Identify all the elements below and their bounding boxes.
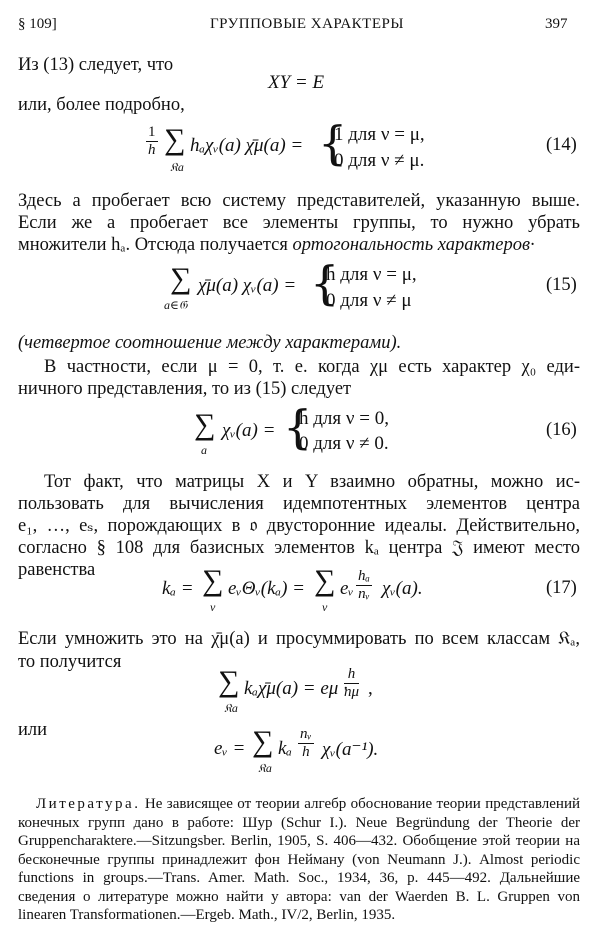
paragraph-representatives-l2: Если же a пробегает все элементы группы, то нужно убрать xyxy=(18,213,580,233)
literature-note xyxy=(18,795,580,925)
eq17-sum2-sign: ∑ xyxy=(314,564,336,597)
paragraph-representatives-l1: Здесь a пробегает всю систему представителей, указанную выше. xyxy=(18,191,580,211)
paragraph-in-particular-l1: В частности, если μ = 0, т. е. когда χμ есть характер χ₀ еди- xyxy=(44,357,580,377)
eq17-term2b: χᵥ(a). xyxy=(382,578,423,599)
paragraph-matrices-l1: Тот факт, что матрицы X и Y взаимно обратны, можно ис- xyxy=(44,472,580,492)
paragraph-matrices-l5: равенства xyxy=(18,560,96,580)
eq15-case-2: 0 для ν ≠ μ xyxy=(326,290,412,311)
eq19-lhs: eᵥ = xyxy=(214,738,246,759)
eq14-case-2: 0 для ν ≠ μ. xyxy=(334,150,425,171)
eq19-sum-index: 𝔎a xyxy=(258,761,272,775)
running-title: ГРУППОВЫЕ ХАРАКТЕРЫ xyxy=(210,16,404,32)
page-number: 397 xyxy=(545,16,568,32)
paragraph-in-particular-l2: ничного представления, то из (15) следует xyxy=(18,379,352,399)
eq17-sum2-index: ν xyxy=(322,600,328,614)
eq17-term1: eᵥΘᵥ(kₐ) = xyxy=(228,578,306,599)
equation-xy-e: XY = E xyxy=(268,72,325,93)
orthogonality-term: ортогональность характеров· xyxy=(292,235,535,255)
eq16-number: (16) xyxy=(546,420,577,440)
eq19-fraction: $\frac{\text{nᵥ}}{h}$ xyxy=(300,726,312,760)
eq19-sum-sign: ∑ xyxy=(252,725,274,758)
eq14-brace: { xyxy=(318,116,348,170)
eq18-comma: , xyxy=(368,678,373,699)
paragraph-matrices-l4: согласно § 108 для базисных элементов kₐ центра 𝔍 имеют место xyxy=(18,538,580,558)
eq15-sum-index: a∈𝔊 xyxy=(164,298,188,312)
paragraph-matrices-l3: e₁, …, eₛ, порождающих в 𝔬 двусторонние идеалы. Действительно, xyxy=(18,516,580,536)
paragraph-matrices-l2: пользовать для вычисления идемпотентных элементов центра xyxy=(18,494,580,514)
eq18-sum-index: 𝔎a xyxy=(224,701,238,715)
eq14-case-1: 1 для ν = μ, xyxy=(334,124,425,145)
literature-heading: Литература. xyxy=(36,796,141,812)
eq14-fraction: $\frac{1}{h}$ xyxy=(148,124,156,158)
eq19-term-chi: χᵥ(a⁻¹). xyxy=(322,739,379,760)
paragraph-more-detail: или, более подробно, xyxy=(18,95,185,115)
literature-text: Не зависящее от теории алгебр обоснование теории представлений конечных групп дано в работе: Шур (Schur I.). Neue Begründung der Theorie der Gruppencharaktere.—Sitzungsber. Berlin, 1905, S. 406—432. Обобщение этой теории на бесконечные группы принадлежит фон Нейману (von Neumann J.). Almost periodic functions in groups.—Trans. Amer. Math. Soc., 1934, 36, p. 445—492. Дальнейшие сведения о литературе можно найти у автора: van der Waerden B. L. Gruppen von linearen Transformationen.—Ergeb. Math., IV/2, Berlin, 1935. xyxy=(18,796,580,923)
eq15-term: χ̄μ(a) χᵥ(a) = xyxy=(198,275,297,296)
eq18-sum-sign: ∑ xyxy=(218,665,240,698)
eq17-fraction: $\frac{\text{hₐ}}{\text{nᵥ}}$ xyxy=(358,568,370,602)
paragraph-intro: Из (13) следует, что xyxy=(18,55,174,75)
eq14-number: (14) xyxy=(546,135,577,155)
paragraph-multiply-l2: то получится xyxy=(18,652,122,672)
eq15-number: (15) xyxy=(546,275,577,295)
paragraph-representatives-l3: множители hₐ. Отсюда получается ортогональность характеров· xyxy=(18,235,535,255)
eq14-sum-index: 𝔎a xyxy=(170,160,184,174)
eq16-term: χᵥ(a) = xyxy=(222,420,276,441)
eq14-term: hₐχᵥ(a) χ̄μ(a) = xyxy=(190,135,304,156)
section-reference: § 109] xyxy=(18,16,57,32)
eq18-fraction: $\frac{h}{n\mu}$ xyxy=(344,666,360,700)
eq18-term: kₐχ̄μ(a) = eμ · xyxy=(244,678,348,699)
eq17-sum1-sign: ∑ xyxy=(202,564,224,597)
eq16-sum-sign: ∑ xyxy=(194,408,216,441)
eq19-term-k: kₐ xyxy=(278,738,292,759)
eq17-number: (17) xyxy=(546,578,577,598)
eq16-case-2: 0 для ν ≠ 0. xyxy=(299,433,389,454)
paragraph-multiply-l1: Если умножить это на χ̄μ(a) и просуммировать по всем классам 𝔎ₐ, xyxy=(18,629,580,649)
paragraph-fourth-relation: (четвертое соотношение между характерами). xyxy=(18,333,402,353)
eq16-sum-index: a xyxy=(201,443,207,457)
eq15-brace: { xyxy=(310,256,340,310)
eq14-sum-sign: ∑ xyxy=(164,123,186,156)
eq16-brace: { xyxy=(283,400,313,454)
eq17-lhs: kₐ = xyxy=(162,578,194,599)
paragraph-or: или xyxy=(18,720,48,740)
eq15-case-1: h для ν = μ, xyxy=(326,264,417,285)
eq15-sum-sign: ∑ xyxy=(170,262,192,295)
eq16-case-1: h для ν = 0, xyxy=(299,408,389,429)
eq17-term2a: eᵥ xyxy=(340,578,354,599)
eq17-sum1-index: ν xyxy=(210,600,216,614)
